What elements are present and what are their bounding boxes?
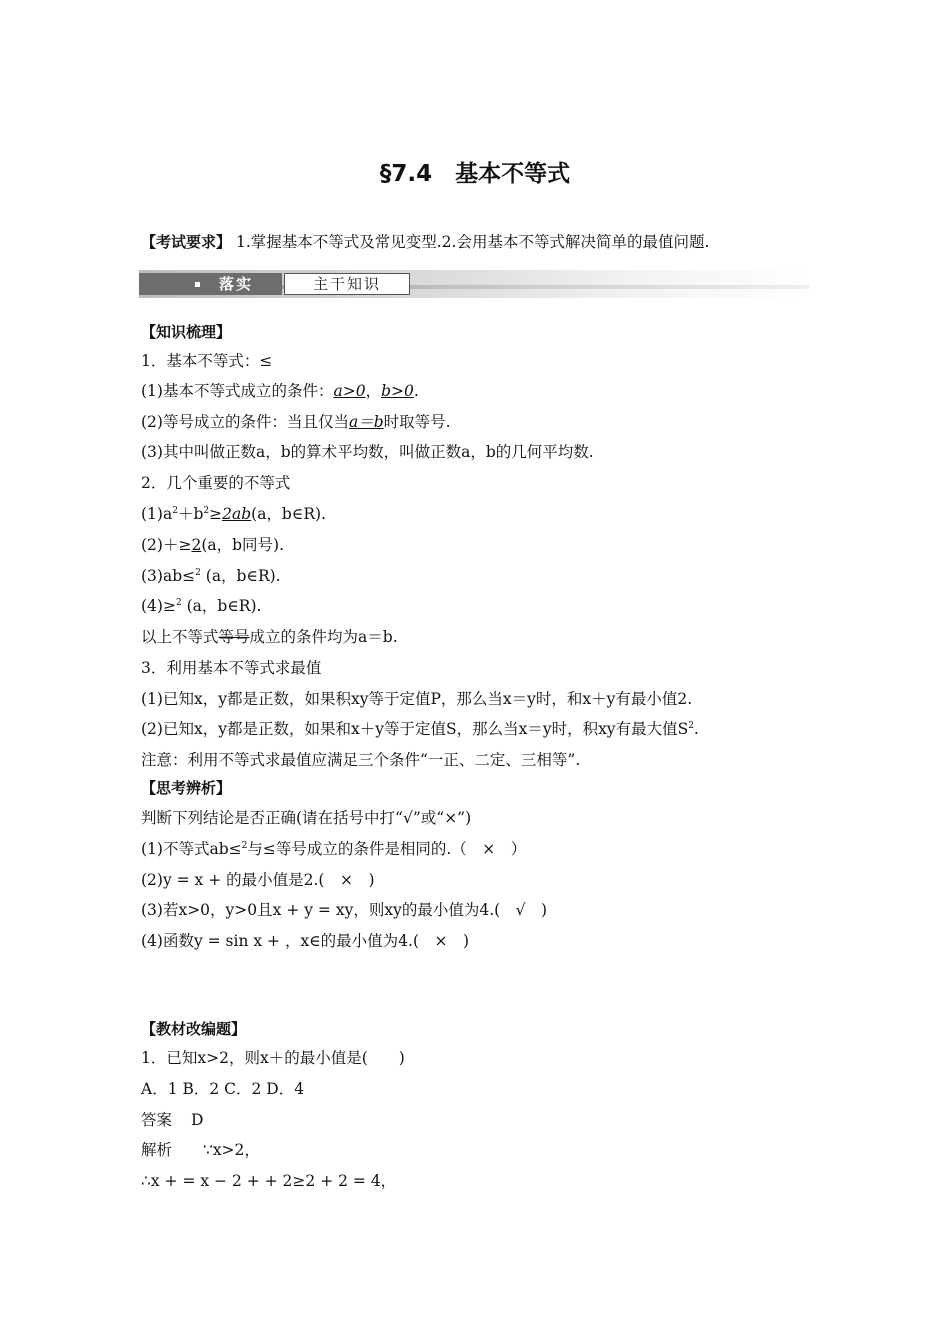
knowledge-line-2: 2．几个重要的不等式 (141, 474, 291, 492)
knowledge-line-3a: (1)已知x，y都是正数，如果积xy等于定值P，那么当x＝y时，和x＋y有最小值2. (141, 690, 693, 708)
knowledge-heading: 【知识梳理】 (141, 323, 232, 341)
judge-q3: (3)若x>0，y>0且x + y = xy，则xy的最小值为4.( √ ) (141, 901, 548, 919)
section-banner (139, 270, 810, 298)
knowledge-note: 注意：利用不等式求最值应满足三个条件“一正、二定、三相等”. (141, 751, 581, 769)
knowledge-line-3: 3．利用基本不等式求最值 (141, 659, 322, 677)
knowledge-line-2b: (2)＋≥2(a，b同号). (141, 536, 285, 554)
banner-left-label: 落实 (219, 275, 254, 293)
exam-requirement-text: 1.掌握基本不等式及常见变型.2.会用基本不等式解决简单的最值问题. (235, 233, 710, 251)
knowledge-line-2e: 以上不等式等号成立的条件均为a＝b. (141, 628, 398, 646)
answer-label: 答案 (141, 1111, 173, 1129)
exam-requirement (141, 232, 709, 252)
knowledge-line-2d: (4)≥$^2$ (a，b∈R). (141, 597, 262, 615)
analysis-label: 解析 (141, 1141, 173, 1159)
judge-q4: (4)函数y = sin x + ，x∈的最小值为4.( × ) (141, 932, 470, 950)
textbook-analysis-1: 解析 ∵x>2， (141, 1141, 260, 1159)
textbook-question: 1．已知x>2，则x＋的最小值是( ) (141, 1049, 405, 1067)
judge-q1: (1)不等式ab≤$^2$与≤等号成立的条件是相同的.（ × ） (141, 840, 527, 858)
judge-heading: 【思考辨析】 (141, 779, 232, 797)
page-title: §7.4 基本不等式 (379, 161, 571, 187)
knowledge-line-1a: (1)基本不等式成立的条件：a>0，b>0. (141, 382, 419, 400)
knowledge-line-3b: (2)已知x，y都是正数，如果和x＋y等于定值S，那么当x＝y时，积xy有最大值$S^2$. (141, 720, 699, 738)
knowledge-line-1c: (3)其中叫做正数a，b的算术平均数，叫做正数a，b的几何平均数. (141, 443, 594, 461)
judge-q2: (2)y = x + 的最小值是2.( × ) (141, 871, 375, 889)
exam-requirement-label: 【考试要求】 (141, 233, 232, 251)
knowledge-line-2c: (3)ab≤$^2$ (a，b∈R). (141, 567, 281, 585)
textbook-analysis-2: ∴x + = x − 2 + + 2≥2 + 2 = 4， (141, 1172, 397, 1190)
textbook-heading: 【教材改编题】 (141, 1020, 247, 1038)
answer-value: D (190, 1111, 204, 1129)
banner-dark-tab (139, 273, 282, 295)
textbook-options: A．1 B．2 C．2 D．4 (141, 1080, 305, 1098)
knowledge-line-1b: (2)等号成立的条件：当且仅当a＝b时取等号. (141, 413, 451, 431)
knowledge-line-1: 1．基本不等式：≤ (141, 352, 273, 370)
banner-right-label: 主干知识 (284, 273, 410, 295)
judge-intro: 判断下列结论是否正确(请在括号中打“√”或“×”) (141, 809, 472, 827)
knowledge-line-2a: $(1)a^2+b^2\ge 2ab(a$，b∈R). (141, 505, 326, 523)
banner-square-icon (195, 282, 200, 287)
textbook-answer (141, 1110, 203, 1130)
